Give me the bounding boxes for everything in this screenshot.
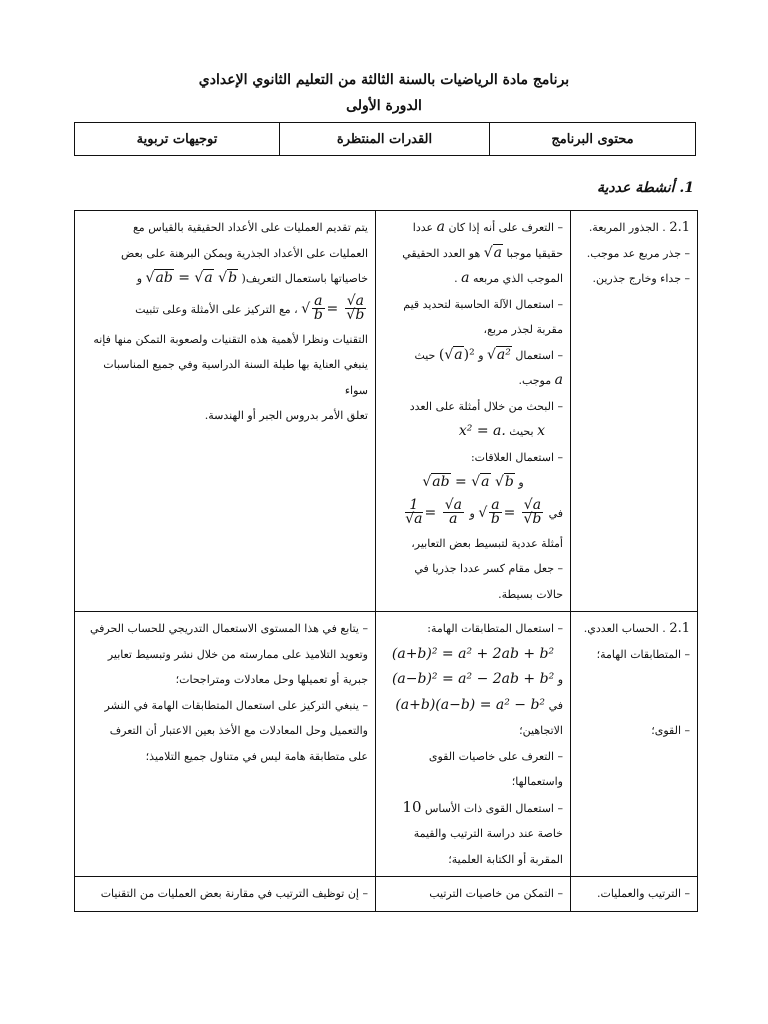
skill-text: – التعرف على خاصيات القوى: [428, 749, 563, 763]
math-var-a: a: [436, 219, 445, 235]
skill-text: أمثلة عددية لتبسيط بعض التعابير،: [411, 536, 563, 550]
row1-item1: – جذر مربع عد موجب.: [586, 246, 690, 260]
skill-text: حقيقيا موجبا: [506, 246, 563, 260]
equation-x2-a: x² = a.: [458, 423, 506, 439]
guidance-text: و: [136, 272, 143, 285]
skill-text: – استعمال المتطابقات الهامة:: [427, 622, 563, 635]
row3-content: [571, 877, 698, 912]
table-row: [75, 612, 698, 877]
row3-guidance: [75, 877, 376, 912]
row1-content: [571, 211, 698, 612]
guidance-text: التقنيات ونظرا لأهمية هذه التقنيات ولصعوبة التمكن منها فإنه: [93, 332, 368, 346]
skill-text: بحيث: [509, 425, 534, 438]
sqrt-a-squared: √a²: [487, 346, 511, 363]
row2-item2: – القوى؛: [651, 724, 690, 737]
section-number: 1.: [679, 180, 694, 196]
row2-item1: – المتطابقات الهامة؛: [596, 647, 690, 661]
guidance-text: والتعميل وحل المعادلات مع الأخذ بعين الاعتبار أن التعرف: [109, 724, 368, 737]
skill-text: و: [469, 506, 475, 520]
guidance-text: خاصياتها باستعمال التعريف(: [241, 272, 368, 285]
skill-text: – البحث من خلال أمثلة على العدد: [409, 399, 563, 413]
math-var-a: a: [461, 270, 470, 286]
skill-text: خاصة عند دراسة الترتيب والقيمة: [413, 827, 563, 840]
guidance-text: وتعويد التلاميذ على ممارسته من خلال نشر وتبسيط تعابير: [107, 647, 368, 661]
row1-number: 2.1: [669, 220, 690, 235]
program-table: [74, 210, 698, 912]
identity-square-sum: (a+b)² = a² + 2ab + b²: [391, 645, 555, 662]
row2-guidance: [75, 612, 376, 877]
identity-product: (a+b)(a−b) = a² − b²: [395, 696, 546, 713]
identity-square-diff: (a−b)² = a² − 2ab + b²: [391, 671, 555, 687]
table-row: [75, 877, 698, 912]
sqrt-fraction-identity: √ $\frac{a}{b}$ = $\frac{√a}{√b}$: [301, 293, 365, 323]
header-guidance: توجيهات تربوية: [136, 131, 218, 147]
row1-skills: – التعرف على أنه إذا كان a عددا حقيقيا موجبا √a هو العدد الحقيقي الموجب الذي مربعه a . – استعمال الآلة الحاسبة لتحديد قيم مقربة لجذر مربع، – استعمال √a² و (√a)² حيث a موجب. – البحث من خلال أمثلة على العدد x بحيث x² = a. – استعمال العلاقات: و √ab = √a √b في √ $\frac{a}{b}$ = $\frac{√a}{√b}$ و $\frac{1}{√a}$ = $\frac{√a}{a}$ أمثلة عددية لتبسيط بعض التعابير، – جعل مقام كسر عددا جذريا في حالات بسيطة.: [376, 211, 571, 612]
guidance-text: ينبغي العناية بها طيلة السنة الدراسية وفي جميع المناسبات سواء: [103, 358, 368, 397]
skill-text: موجب.: [518, 374, 552, 387]
skill-text: حالات بسيطة.: [498, 587, 563, 601]
skill-text: واستعمالها؛: [511, 775, 563, 788]
row2-content: [571, 612, 698, 877]
skill-text: و: [557, 673, 563, 686]
skill-text: المقربة أو الكتابة العلمية؛: [448, 852, 563, 866]
sqrt-a-all-squared: (√a)²: [438, 346, 475, 363]
row3-skills: [376, 877, 571, 912]
sqrt-ab-identity: √ab = √a √b: [422, 474, 514, 490]
guidance-text: ، مع التركيز على الأمثلة وعلى تثبيت: [135, 302, 298, 316]
header-skills: القدرات المنتظرة: [279, 123, 489, 155]
guidance-text: العمليات على الأعداد الجذرية ويمكن البرهنة على بعض: [121, 246, 368, 260]
skill-text: الاتجاهين؛: [519, 724, 563, 737]
guidance-text: على متطابقة هامة ليس في متناول جميع التلاميذ؛: [145, 749, 368, 763]
section-title: أنشطة عددية: [597, 180, 675, 196]
skill-text: عددا: [412, 221, 434, 234]
guidance-text: يتم تقديم العمليات على الأعداد الحقيقية بالقياس مع: [132, 221, 368, 234]
row2-skills: [376, 612, 571, 877]
skill-text: – استعمال الآلة الحاسبة لتحديد قيم: [403, 297, 563, 311]
sqrt-a: √a: [483, 244, 503, 261]
skill-text: مقربة لجذر مربع،: [483, 323, 563, 336]
power-base: 10: [402, 797, 422, 816]
document-subtitle: الدورة الأولى: [346, 98, 422, 114]
skill-text: الموجب الذي مربعه: [472, 272, 563, 285]
table-row: [75, 211, 698, 612]
math-var-x: x: [537, 423, 545, 439]
document-title: برنامج مادة الرياضيات بالسنة الثالثة من التعليم الثانوي الإعدادي: [198, 72, 570, 88]
skill-text: في: [548, 506, 563, 520]
section-heading: [597, 180, 694, 196]
guidance-text: – إن توظيف الترتيب في مقارنة بعض العمليات من التقنيات: [100, 887, 368, 900]
skill-text: – التمكن من خاصيات الترتيب: [429, 887, 563, 900]
row3-content-text: – الترتيب والعمليات.: [596, 887, 690, 900]
row2-title: . الحساب العددي.: [583, 622, 666, 635]
guidance-text: – يتابع في هذا المستوى الاستعمال التدريجي للحساب الحرفي: [89, 622, 368, 635]
row1-guidance: [75, 211, 376, 612]
rationalize-identity: $\frac{1}{√a}$ = $\frac{√a}{a}$: [405, 497, 462, 527]
skill-text: – استعمال العلاقات:: [470, 450, 563, 464]
math-var-a: a: [554, 372, 563, 388]
skill-text: في: [548, 698, 563, 712]
row2-number: 2.1: [669, 621, 690, 636]
skill-text: – استعمال القوى ذات الأساس: [425, 801, 563, 815]
skill-text: – استعمال: [515, 348, 563, 362]
skill-text: هو العدد الحقيقي: [402, 246, 481, 260]
header-content: محتوى البرنامج: [489, 123, 695, 155]
guidance-text: – ينبغي التركيز على استعمال المتطابقات الهامة في النشر: [104, 698, 368, 712]
sqrt-fraction-identity: √ $\frac{a}{b}$ = $\frac{√a}{√b}$: [478, 497, 542, 527]
row1-item2: – جداء وخارج جذرين.: [592, 272, 690, 285]
skill-text: حيث: [414, 348, 436, 362]
row1-title: . الجذور المربعة.: [588, 221, 666, 234]
skill-text: و: [478, 348, 484, 362]
sqrt-ab-identity: √ab = √a √b: [145, 270, 238, 286]
skill-text: و: [518, 476, 524, 489]
guidance-text: جبرية أو تعميلها وحل معادلات ومتراجحات؛: [175, 673, 368, 686]
skill-text: – جعل مقام كسر عددا جذريا في: [414, 562, 563, 575]
header-table: [74, 122, 696, 156]
guidance-text: تعلق الأمر بدروس الجبر أو الهندسة.: [204, 409, 368, 422]
skill-text: – التعرف على أنه إذا كان: [448, 221, 563, 234]
